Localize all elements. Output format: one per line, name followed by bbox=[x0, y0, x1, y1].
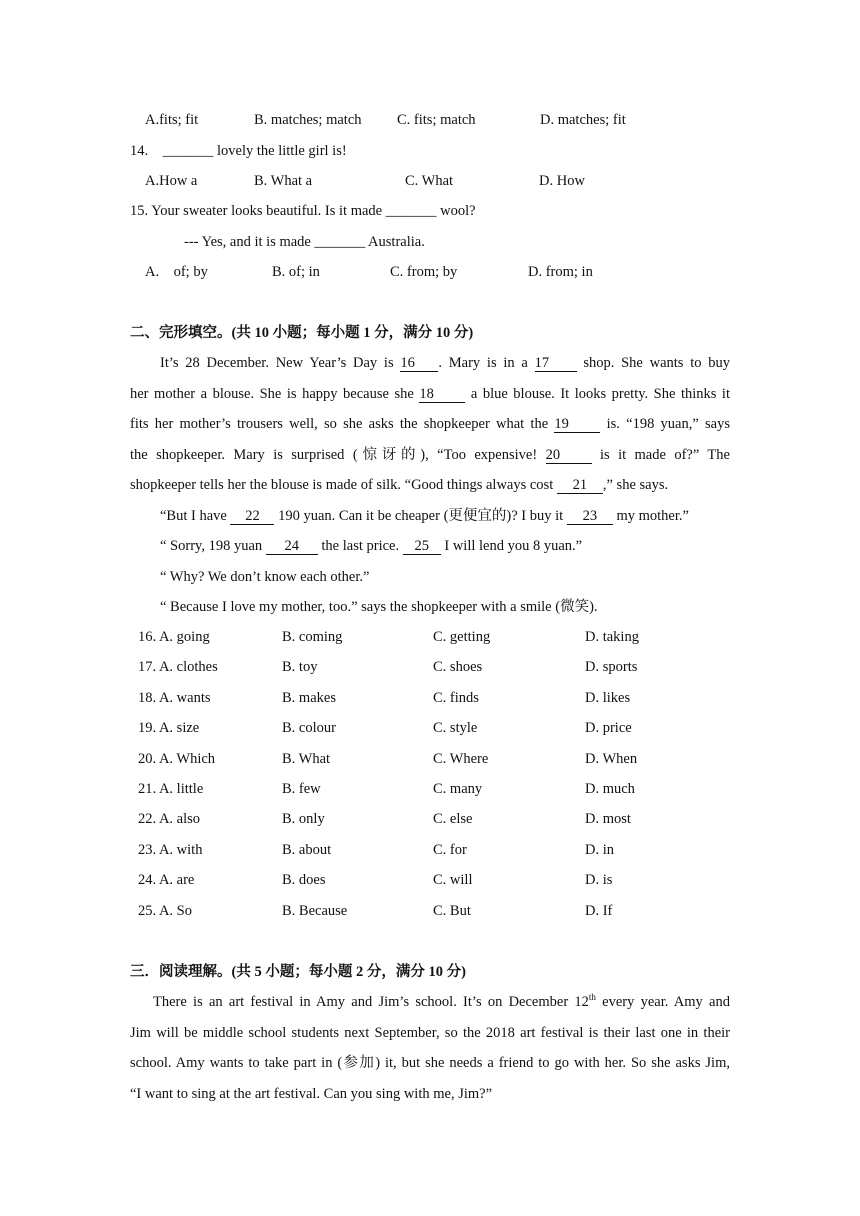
option-d: D. much bbox=[585, 781, 635, 797]
option-b: B. about bbox=[282, 842, 332, 858]
blank-20: 20 bbox=[546, 447, 592, 464]
q15-option-b: B. of; in bbox=[272, 264, 320, 280]
option-d: D. is bbox=[585, 872, 613, 888]
blank-24: 24 bbox=[266, 538, 318, 555]
q15-stem: 15. Your sweater looks beautiful. Is it made _______ wool? bbox=[130, 203, 476, 219]
passage-line-9: “ Because I love my mother, too.” says the shopkeeper with a smile (微笑). bbox=[160, 599, 598, 615]
blank-16: 16 bbox=[400, 355, 438, 372]
passage-line-1: It’s 28 December. New Year’s Day is 16 . Mary is in a 17 shop. She wants to buy bbox=[160, 355, 731, 371]
option-c: C. getting bbox=[433, 629, 491, 645]
q14-option-a: A.How a bbox=[145, 173, 198, 189]
q14-stem bbox=[130, 142, 347, 160]
q15-reply: --- Yes, and it is made _______ Australia. bbox=[184, 234, 425, 250]
option-c: C. style bbox=[433, 720, 478, 736]
section2-heading: 二、完形填空。(共 10 小题；每小题 1 分，满分 10 分) bbox=[130, 325, 474, 341]
reading-line-2: Jim will be middle school students next September, so the 2018 art festival is their last one in their bbox=[130, 1025, 730, 1041]
option-c: C. Where bbox=[433, 751, 489, 767]
option-b: B. Because bbox=[282, 903, 348, 919]
blank-19: 19 bbox=[554, 416, 600, 433]
q14-text: lovely the little girl is! bbox=[213, 143, 347, 159]
reading-line-1: There is an art festival in Amy and Jim’s school. It’s on December 12th every year. Amy and bbox=[153, 992, 730, 1010]
q13-option-a: A.fits; fit bbox=[145, 112, 199, 128]
q14-option-b: B. What a bbox=[254, 173, 313, 189]
option-c: C. else bbox=[433, 811, 473, 827]
option-c: C. many bbox=[433, 781, 483, 797]
blank-22: 22 bbox=[230, 508, 274, 525]
blank-17: 17 bbox=[535, 355, 577, 372]
option-c: C. for bbox=[433, 842, 467, 858]
section3-heading: 三．阅读理解。(共 5 小题；每小题 2 分，满分 10 分) bbox=[130, 964, 466, 980]
option-d: D. When bbox=[585, 751, 638, 767]
passage-line-6: “But I have 22 190 yuan. Can it be cheaper (更便宜的)? I buy it 23 my mother.” bbox=[160, 508, 689, 524]
option-d: D. in bbox=[585, 842, 614, 858]
option-d: D. If bbox=[585, 903, 613, 919]
passage-line-3: fits her mother’s trousers well, so she asks the shopkeeper what the 19 is. “198 yuan,” says bbox=[130, 416, 730, 432]
option-b: B. does bbox=[282, 872, 326, 888]
q14-number: 14. bbox=[130, 143, 149, 159]
option-a: 16. A. going bbox=[138, 629, 210, 645]
reading-line-4: “I want to sing at the art festival. Can you sing with me, Jim?” bbox=[130, 1086, 493, 1102]
option-c: C. will bbox=[433, 872, 473, 888]
ordinal-suffix: th bbox=[588, 992, 596, 1003]
option-a: 17. A. clothes bbox=[138, 659, 218, 675]
option-b: B. colour bbox=[282, 720, 336, 736]
option-a: 19. A. size bbox=[138, 720, 200, 736]
blank-23: 23 bbox=[567, 508, 613, 525]
option-c: C. shoes bbox=[433, 659, 483, 675]
option-d: D. sports bbox=[585, 659, 638, 675]
blank-18: 18 bbox=[419, 386, 465, 403]
reading-line-3: school. Amy wants to take part in (参加) it, but she needs a friend to go with her. So she asks Jim, bbox=[130, 1055, 730, 1071]
option-d: D. most bbox=[585, 811, 631, 827]
q14-option-d: D. How bbox=[539, 173, 585, 189]
option-c: C. But bbox=[433, 903, 471, 919]
option-b: B. few bbox=[282, 781, 321, 797]
option-a: 23. A. with bbox=[138, 842, 203, 858]
q14-blank: _______ bbox=[162, 143, 214, 159]
option-a: 21. A. little bbox=[138, 781, 204, 797]
option-b: B. toy bbox=[282, 659, 318, 675]
q14-option-c: C. What bbox=[405, 173, 454, 189]
option-d: D. price bbox=[585, 720, 632, 736]
option-a: 22. A. also bbox=[138, 811, 201, 827]
passage-line-2: her mother a blouse. She is happy because she 18 a blue blouse. It looks pretty. She thinks it bbox=[130, 386, 730, 402]
option-c: C. finds bbox=[433, 690, 479, 706]
option-d: D. taking bbox=[585, 629, 639, 645]
blank-25: 25 bbox=[403, 538, 441, 555]
q15-option-c: C. from; by bbox=[390, 264, 458, 280]
option-a: 25. A. So bbox=[138, 903, 192, 919]
passage-line-7: “ Sorry, 198 yuan 24 the last price. 25 I will lend you 8 yuan.” bbox=[160, 538, 583, 554]
q13-option-c: C. fits; match bbox=[397, 112, 476, 128]
option-b: B. What bbox=[282, 751, 331, 767]
option-b: B. only bbox=[282, 811, 325, 827]
option-b: B. makes bbox=[282, 690, 336, 706]
option-b: B. coming bbox=[282, 629, 343, 645]
q13-option-b: B. matches; match bbox=[254, 112, 362, 128]
option-a: 20. A. Which bbox=[138, 751, 216, 767]
q15-option-d: D. from; in bbox=[528, 264, 593, 280]
option-d: D. likes bbox=[585, 690, 631, 706]
q15-option-a: A. of; by bbox=[145, 264, 208, 280]
q13-option-d: D. matches; fit bbox=[540, 112, 626, 128]
passage-line-4: the shopkeeper. Mary is surprised (惊讶的), “Too expensive! 20 is it made of?” The bbox=[130, 447, 730, 463]
passage-line-5: shopkeeper tells her the blouse is made of silk. “Good things always cost 21 ,” she says. bbox=[130, 477, 669, 493]
blank-21: 21 bbox=[557, 477, 603, 494]
option-a: 18. A. wants bbox=[138, 690, 211, 706]
option-a: 24. A. are bbox=[138, 872, 195, 888]
passage-line-8: “ Why? We don’t know each other.” bbox=[160, 569, 370, 585]
